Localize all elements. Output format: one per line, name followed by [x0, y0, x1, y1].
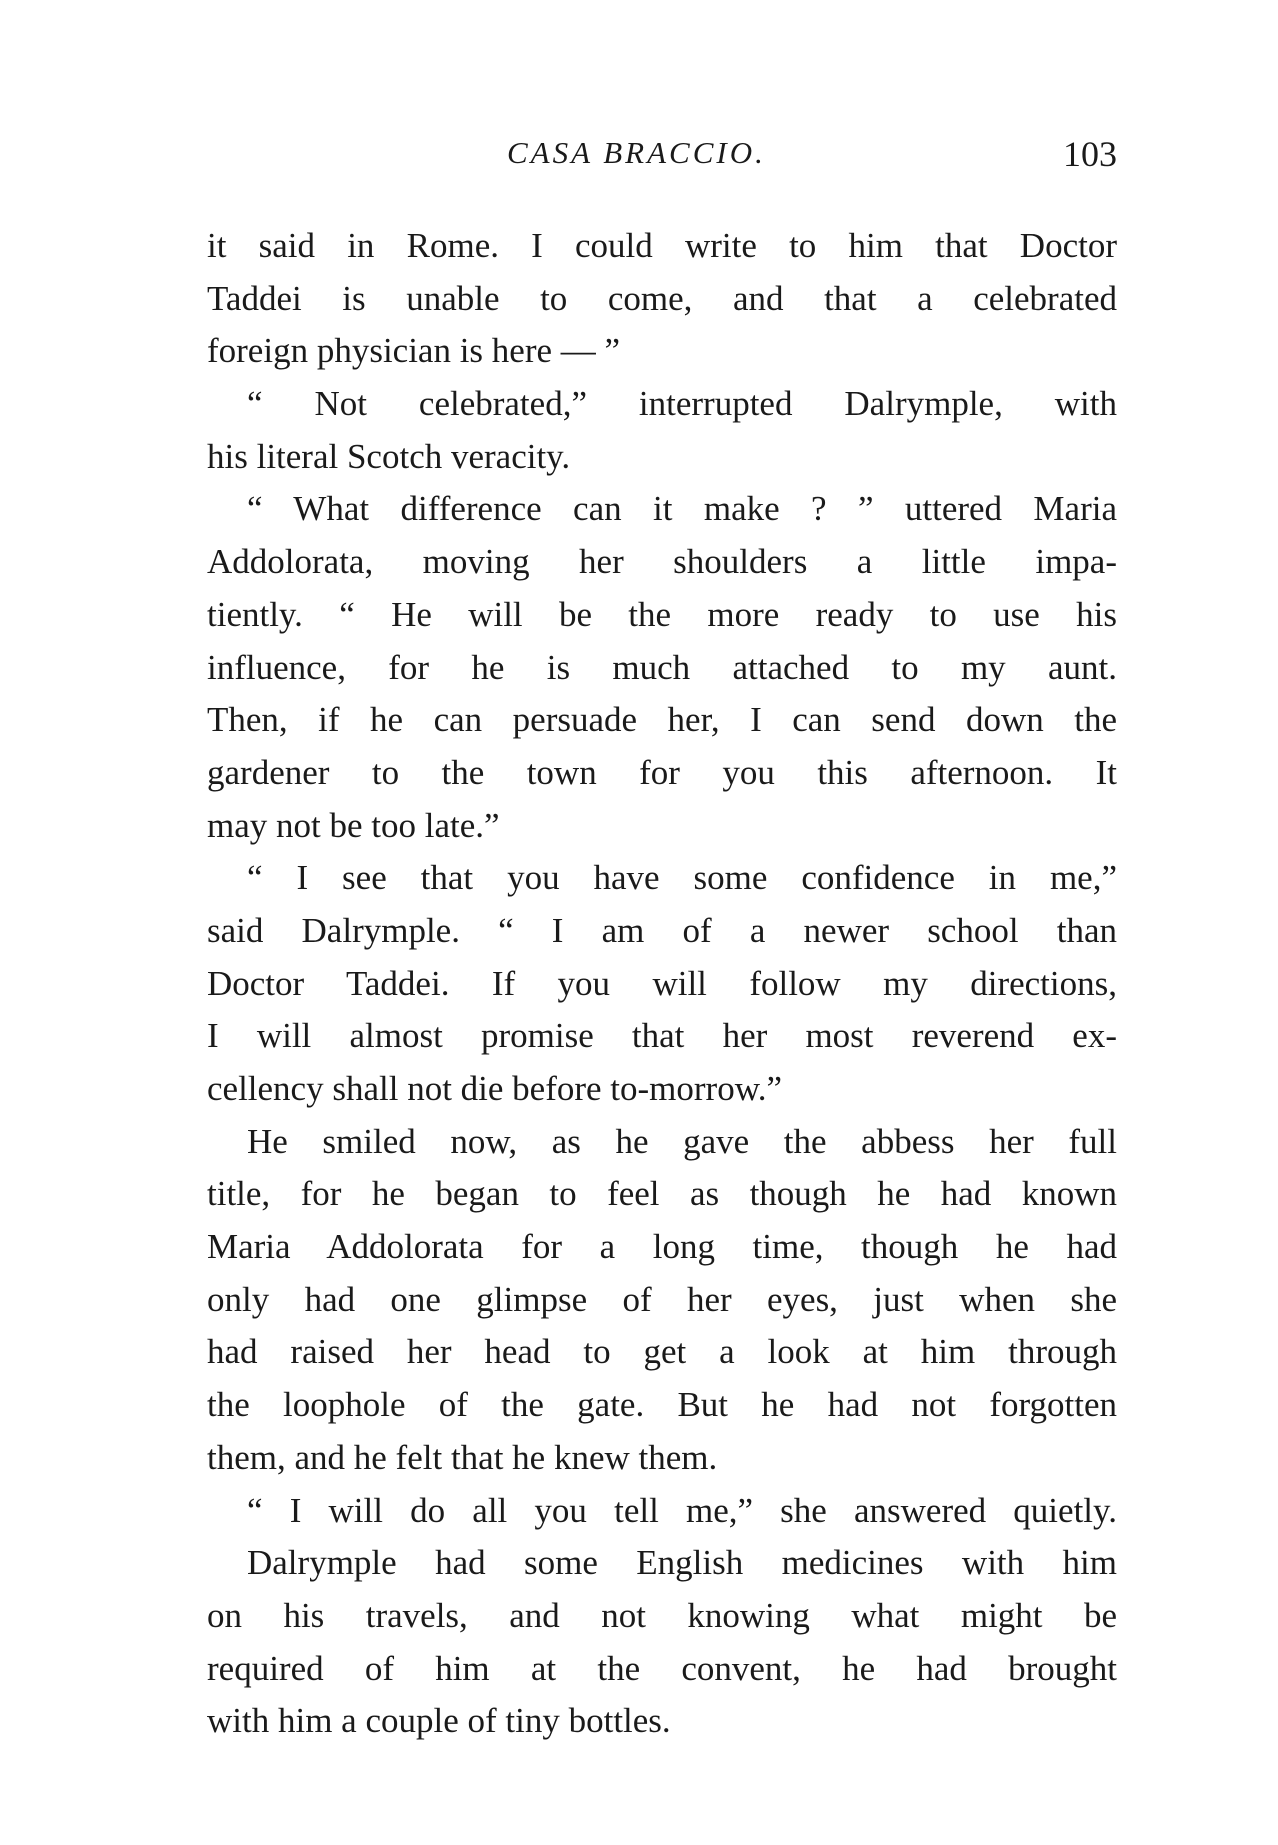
text-line: his literal Scotch veracity. — [207, 436, 571, 476]
text-line: cellency shall not die before to-morrow.” — [207, 1069, 783, 1108]
text-line: “ I will do all you tell me,” she answered quietly. — [247, 1490, 1117, 1530]
text-line: title, for he began to feel as though he had known — [207, 1174, 1117, 1214]
running-title: CASA BRACCIO. — [507, 135, 766, 170]
text-line: Addolorata, moving her shoulders a little impa- — [207, 542, 1117, 582]
text-line: with him a couple of tiny bottles. — [207, 1701, 671, 1741]
text-line: Doctor Taddei. If you will follow my directions, — [207, 963, 1117, 1003]
text-line: on his travels, and not knowing what might be — [207, 1595, 1117, 1635]
text-line: I will almost promise that her most reverend ex- — [207, 1016, 1117, 1056]
text-line: said Dalrymple. “ I am of a newer school than — [207, 910, 1117, 950]
text-line: required of him at the convent, he had brought — [207, 1648, 1117, 1688]
text-line: Then, if he can persuade her, I can send down the — [207, 700, 1117, 740]
text-line: Taddei is unable to come, and that a celebrated — [207, 278, 1117, 318]
text-line: tiently. “ He will be the more ready to use his — [207, 594, 1117, 634]
text-line: may not be too late.” — [207, 805, 500, 845]
text-line: Dalrymple had some English medicines with him — [247, 1543, 1117, 1583]
body-text — [207, 220, 1117, 1748]
text-line: influence, for he is much attached to my aunt. — [207, 647, 1117, 687]
running-head — [207, 135, 1117, 185]
text-line: it said in Rome. I could write to him that Doctor — [207, 226, 1117, 265]
text-line: had raised her head to get a look at him through — [207, 1332, 1117, 1372]
text-line: “ Not celebrated,” interrupted Dalrymple, with — [247, 384, 1117, 424]
text-line: only had one glimpse of her eyes, just when she — [207, 1279, 1117, 1319]
text-line: He smiled now, as he gave the abbess her full — [247, 1121, 1117, 1161]
text-line: “ I see that you have some confidence in me,” — [247, 858, 1117, 898]
text-line: “ What difference can it make ? ” uttered Maria — [247, 489, 1117, 529]
text-line: them, and he felt that he knew them. — [207, 1437, 718, 1477]
text-line: gardener to the town for you this afternoon. It — [207, 752, 1117, 792]
text-line: the loophole of the gate. But he had not forgotten — [207, 1385, 1117, 1425]
text-line: foreign physician is here — ” — [207, 331, 621, 371]
page-number: 103 — [1063, 134, 1117, 174]
text-line: Maria Addolorata for a long time, though he had — [207, 1227, 1117, 1267]
